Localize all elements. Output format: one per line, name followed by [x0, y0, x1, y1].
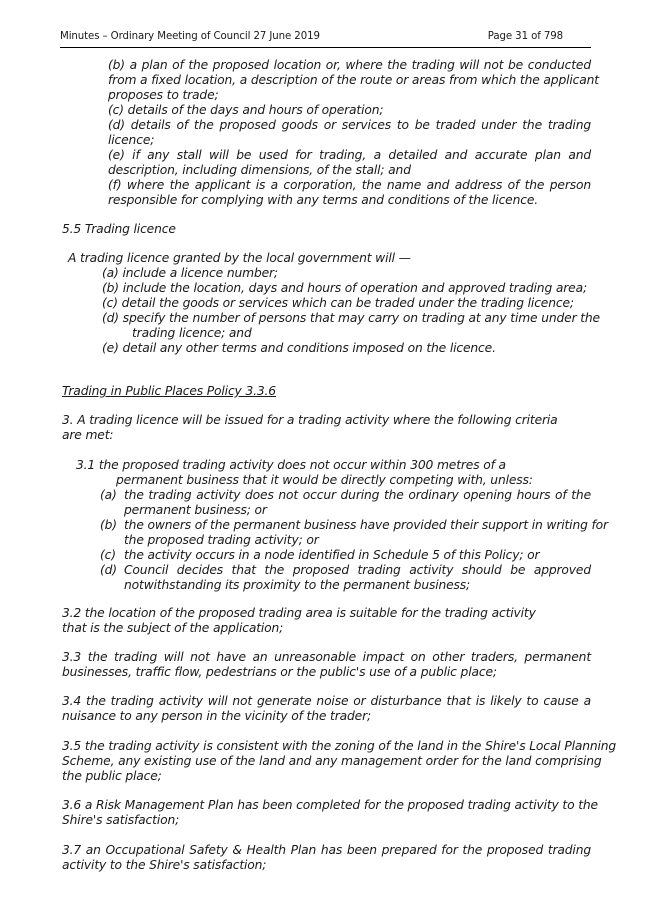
text-line: 3.5 the trading activity is consistent with the zoning of the land in the Shire's Local Planning [62, 739, 617, 753]
text-line: the public place; [62, 769, 162, 783]
list-marker: (c) [100, 548, 116, 562]
text-line: activity to the Shire's satisfaction; [62, 858, 267, 872]
text-line: nuisance to any person in the vicinity of the trader; [62, 709, 371, 723]
text-line: that is the subject of the application; [62, 621, 284, 635]
text-line: licence; [108, 133, 155, 147]
list-item: Council decides that the proposed trading activity should be approved [124, 563, 591, 577]
text-line: Shire's satisfaction; [62, 813, 180, 827]
section-heading: 5.5 Trading licence [62, 222, 176, 236]
text-line: 3.7 an Occupational Safety & Health Plan has been prepared for the proposed trading [62, 843, 591, 857]
text-line: A trading licence granted by the local government will — [68, 251, 411, 265]
list-item-continuation: notwithstanding its proximity to the permanent business; [124, 578, 471, 592]
list-item: (b) include the location, days and hours of operation and approved trading area; [102, 281, 587, 295]
list-item: (c) detail the goods or services which can be traded under the trading licence; [102, 296, 574, 310]
list-item: the trading activity does not occur during the ordinary opening hours of the [124, 488, 591, 502]
text-line: 3.1 the proposed trading activity does not occur within 300 metres of a [76, 458, 506, 472]
list-item: the owners of the permanent business have provided their support in writing for [124, 518, 608, 532]
list-item: the activity occurs in a node identified in Schedule 5 of this Policy; or [124, 548, 540, 562]
header-title: Minutes – Ordinary Meeting of Council 27 June 2019 [60, 31, 320, 42]
text-line: from a fixed location, a description of the route or areas from which the applicant [108, 73, 599, 87]
text-line: proposes to trade; [108, 88, 219, 102]
text-line: (b) a plan of the proposed location or, where the trading will not be conducted [108, 58, 591, 72]
text-line: 3. A trading licence will be issued for a trading activity where the following criteria [62, 413, 558, 427]
text-line: permanent business that it would be directly competing with, unless: [116, 473, 533, 487]
text-line: businesses, traffic flow, pedestrians or the public's use of a public place; [62, 665, 497, 679]
text-line: (f) where the applicant is a corporation, the name and address of the person [108, 178, 591, 192]
text-line: (c) details of the days and hours of operation; [108, 103, 384, 117]
list-marker: (a) [100, 488, 117, 502]
text-line: Scheme, any existing use of the land and any management order for the land comprising [62, 754, 602, 768]
list-item-continuation: permanent business; or [124, 503, 267, 517]
text-line: 3.3 the trading will not have an unreasonable impact on other traders, permanent [62, 650, 591, 664]
text-line: responsible for complying with any terms and conditions of the licence. [108, 193, 539, 207]
text-line: (d) details of the proposed goods or services to be traded under the trading [108, 118, 591, 132]
text-line: are met: [62, 428, 114, 442]
text-line: description, including dimensions, of the stall; and [108, 163, 411, 177]
page-number: Page 31 of 798 [487, 31, 563, 42]
text-line: 3.4 the trading activity will not generate noise or disturbance that is likely to cause a [62, 694, 591, 708]
list-item: (d) specify the number of persons that may carry on trading at any time under the [102, 311, 600, 325]
text-line: 3.6 a Risk Management Plan has been completed for the proposed trading activity to the [62, 798, 598, 812]
text-line: (e) if any stall will be used for trading, a detailed and accurate plan and [108, 148, 591, 162]
list-item: (e) detail any other terms and conditions imposed on the licence. [102, 341, 496, 355]
list-marker: (d) [100, 563, 117, 577]
list-item: (a) include a licence number; [102, 266, 278, 280]
list-item-continuation: the proposed trading activity; or [124, 533, 319, 547]
list-item-continuation: trading licence; and [132, 326, 252, 340]
policy-heading: Trading in Public Places Policy 3.3.6 [62, 384, 276, 398]
list-marker: (b) [100, 518, 117, 532]
text-line: 3.2 the location of the proposed trading area is suitable for the trading activity [62, 606, 536, 620]
page-header [60, 31, 591, 48]
